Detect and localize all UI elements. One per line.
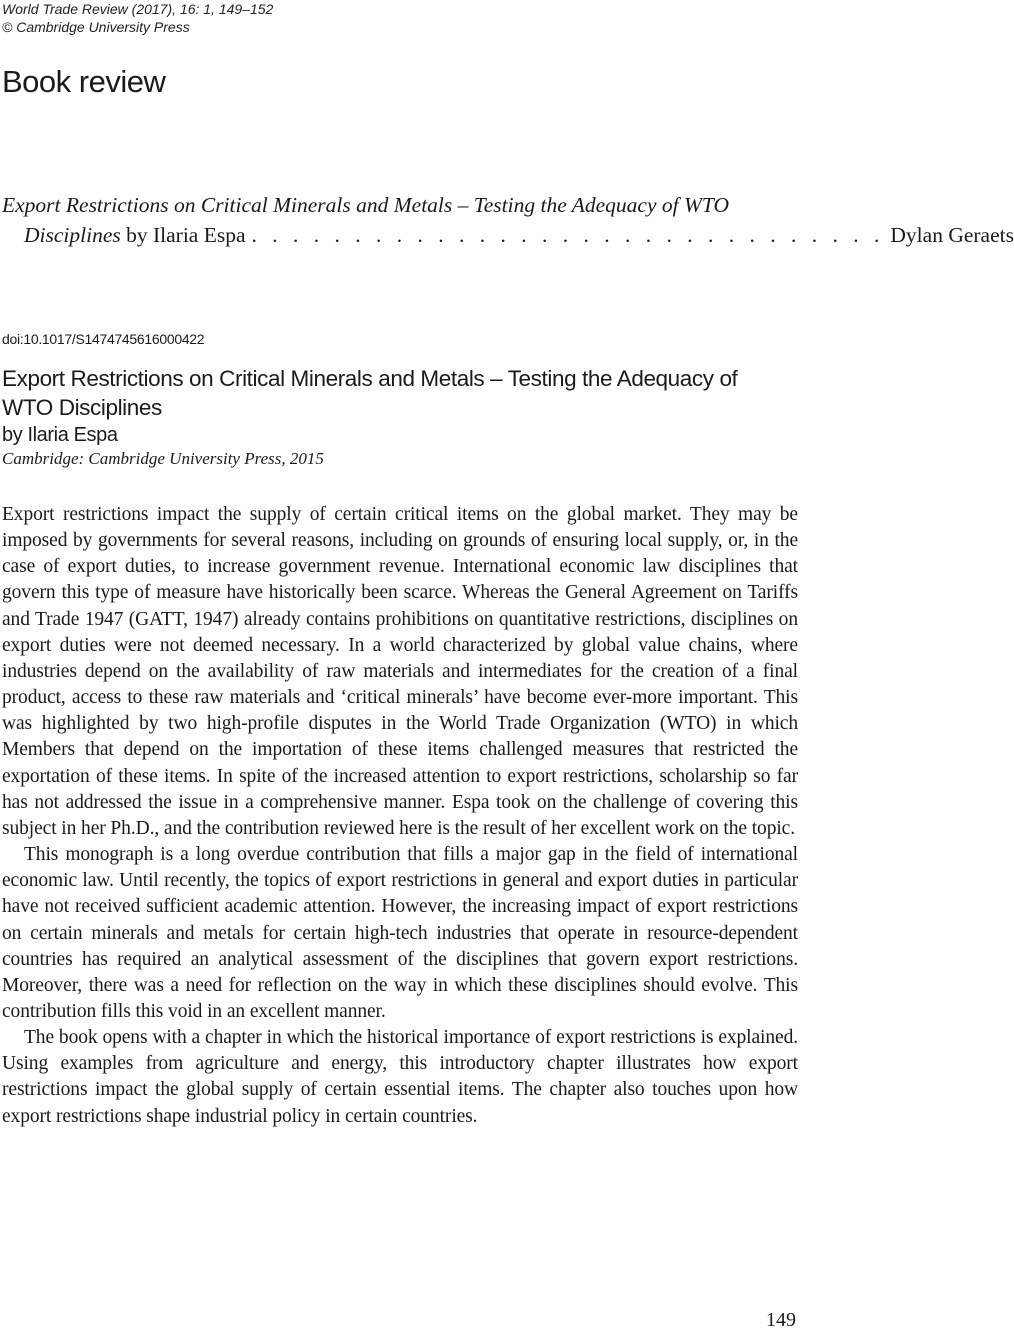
journal-citation: World Trade Review (2017), 16: 1, 149–152 bbox=[2, 1, 274, 17]
toc-dot-leader: . . . . . . . . . . . . . . . . . . . . . . . . . . . . . . . bbox=[251, 223, 885, 247]
book-author: by Ilaria Espa bbox=[2, 424, 118, 446]
review-paragraph: The book opens with a chapter in which the historical importance of export restrictions is explained. Using examples from agriculture and energy, this introductory chapter illustrates how export restrictions impact the global supply of certain essential items. The chapter also touches upon how export restrictions shape industrial policy in certain countries. bbox=[2, 1027, 798, 1127]
review-body bbox=[2, 502, 798, 1130]
review-paragraph: Export restrictions impact the supply of certain critical items on the global market. They may be imposed by governments for several reasons, including on grounds of ensuring local supply, or, in the case of export duties, to increase government revenue. International economic law disciplines that govern this type of measure have historically been scarce. Whereas the General Agreement on Tariffs and Trade 1947 (GATT, 1947) already contains prohibitions on quantitative restrictions, disciplines on export duties were not deemed necessary. In a world characterized by global value chains, where industries depend on the availability of raw materials and intermediates for the creation of a final product, access to these raw materials and ‘critical minerals’ have become ever-more important. This was highlighted by two high-profile disputes in the World Trade Organization (WTO) in which Members that depend on the importation of these items challenged measures that restricted the exportation of these items. In spite of the increased attention to export restrictions, scholarship so far has not addressed the issue in a comprehensive manner. Espa took on the challenge of covering this subject in her Ph.D., and the contribution reviewed here is the result of her excellent work on the topic. bbox=[2, 504, 798, 839]
toc-title-line2-text: Disciplines bbox=[24, 223, 121, 247]
journal-header bbox=[2, 0, 273, 36]
journal-copyright: © Cambridge University Press bbox=[2, 19, 190, 35]
book-title: Export Restrictions on Critical Minerals and Metals – Testing the Adequacy of WTO Disciplines bbox=[2, 366, 738, 420]
section-heading: Book review bbox=[2, 64, 166, 99]
toc-entry[interactable] bbox=[2, 190, 1014, 250]
book-heading bbox=[2, 364, 792, 470]
page-number: 149 bbox=[766, 1309, 796, 1331]
toc-title-line2 bbox=[2, 220, 1014, 250]
doi-link[interactable]: doi:10.1017/S1474745616000422 bbox=[2, 331, 205, 347]
toc-reviewer: Dylan Geraets bbox=[890, 223, 1014, 247]
toc-author: by Ilaria Espa bbox=[126, 223, 246, 247]
review-paragraph: This monograph is a long overdue contribution that fills a major gap in the field of international economic law. Until recently, the topics of export restrictions in general and export duties in particular have not received sufficient academic attention. However, the increasing impact of export restrictions on certain minerals and metals for certain high-tech industries that operate in resource-dependent countries has required an analytical assessment of the disciplines that govern export restrictions. Moreover, there was a need for reflection on the way in which these disciplines should evolve. This contribution fills this void in an excellent manner. bbox=[2, 844, 798, 1022]
toc-title-line1: Export Restrictions on Critical Minerals and Metals – Testing the Adequacy of WTO bbox=[2, 193, 729, 217]
book-publisher: Cambridge: Cambridge University Press, 2015 bbox=[2, 449, 324, 468]
